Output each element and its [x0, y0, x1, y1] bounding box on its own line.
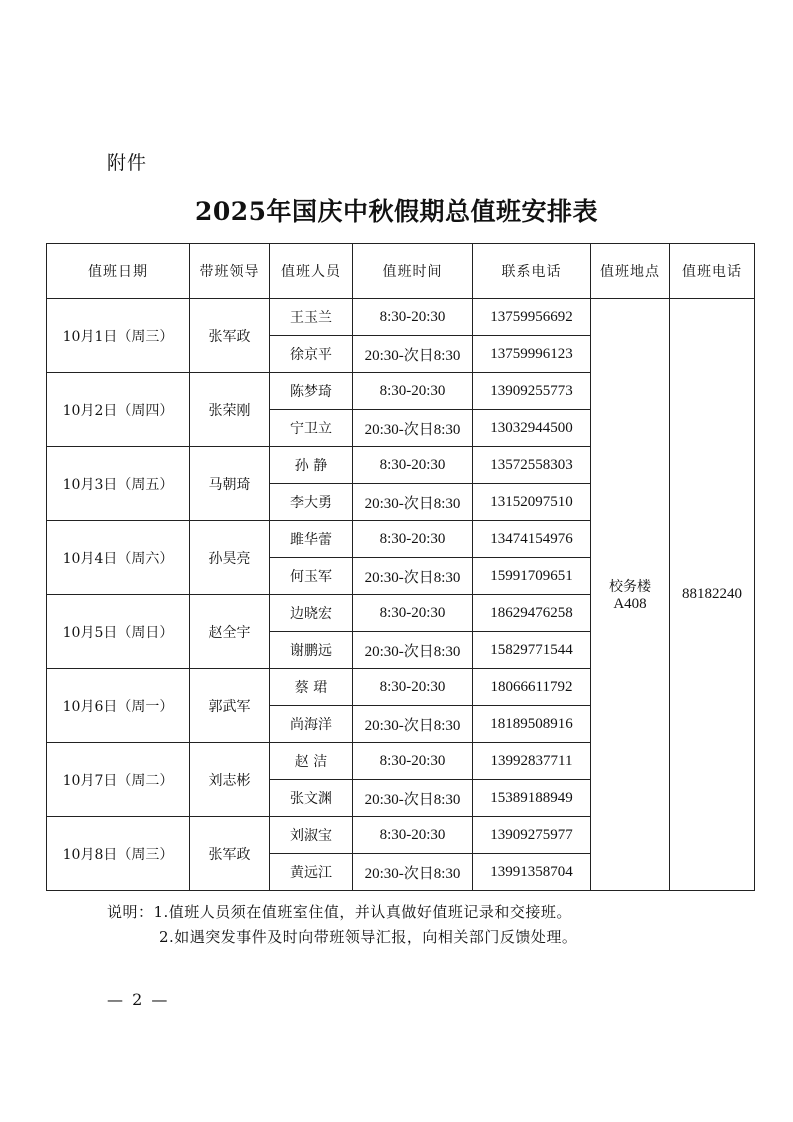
staff-cell: 边晓宏: [270, 595, 353, 632]
date-cell: 10月6日（周一）: [47, 669, 190, 743]
header-date: 值班日期: [47, 244, 190, 299]
time-cell: 8:30-20:30: [353, 521, 473, 558]
staff-cell: 徐京平: [270, 336, 353, 373]
header-time: 值班时间: [353, 244, 473, 299]
phone-cell: 18189508916: [473, 706, 591, 743]
header-leader: 带班领导: [190, 244, 270, 299]
phone-cell: 13572558303: [473, 447, 591, 484]
staff-cell: 尚海洋: [270, 706, 353, 743]
time-cell: 20:30-次日8:30: [353, 336, 473, 373]
date-cell: 10月3日（周五）: [47, 447, 190, 521]
phone-cell: 15389188949: [473, 780, 591, 817]
leader-cell: 马朝琦: [190, 447, 270, 521]
leader-cell: 赵全宇: [190, 595, 270, 669]
staff-cell: 雎华蕾: [270, 521, 353, 558]
staff-cell: 赵 洁: [270, 743, 353, 780]
table-header-row: [47, 244, 755, 299]
leader-cell: 郭武军: [190, 669, 270, 743]
duty-phone-cell: 88182240: [670, 299, 755, 891]
leader-cell: 张军政: [190, 817, 270, 891]
date-cell: 10月5日（周日）: [47, 595, 190, 669]
header-duty-phone: 值班电话: [670, 244, 755, 299]
time-cell: 8:30-20:30: [353, 743, 473, 780]
staff-cell: 何玉军: [270, 558, 353, 595]
phone-cell: 13992837711: [473, 743, 591, 780]
page-number: — 2 —: [107, 990, 170, 1009]
location-room: A408: [613, 596, 647, 612]
location-building: 校务楼: [609, 579, 651, 595]
staff-cell: 谢鹏远: [270, 632, 353, 669]
time-cell: 8:30-20:30: [353, 595, 473, 632]
date-cell: 10月8日（周三）: [47, 817, 190, 891]
note-line-2: 2.如遇突发事件及时向带班领导汇报，向相关部门反馈处理。: [159, 928, 578, 946]
phone-cell: 18629476258: [473, 595, 591, 632]
leader-cell: 刘志彬: [190, 743, 270, 817]
staff-cell: 刘淑宝: [270, 817, 353, 854]
header-phone: 联系电话: [473, 244, 591, 299]
location-cell: [591, 299, 670, 891]
staff-cell: 李大勇: [270, 484, 353, 521]
time-cell: 8:30-20:30: [353, 669, 473, 706]
phone-cell: 13474154976: [473, 521, 591, 558]
time-cell: 20:30-次日8:30: [353, 854, 473, 891]
date-cell: 10月7日（周二）: [47, 743, 190, 817]
time-cell: 20:30-次日8:30: [353, 484, 473, 521]
notes-block: [107, 900, 577, 950]
time-cell: 20:30-次日8:30: [353, 780, 473, 817]
staff-cell: 陈梦琦: [270, 373, 353, 410]
time-cell: 20:30-次日8:30: [353, 632, 473, 669]
phone-cell: 13759996123: [473, 336, 591, 373]
phone-cell: 13909255773: [473, 373, 591, 410]
staff-cell: 宁卫立: [270, 410, 353, 447]
table-row: [47, 299, 755, 336]
staff-cell: 王玉兰: [270, 299, 353, 336]
staff-cell: 蔡 珺: [270, 669, 353, 706]
duty-schedule-table: [46, 243, 755, 891]
phone-cell: 13759956692: [473, 299, 591, 336]
phone-cell: 15991709651: [473, 558, 591, 595]
leader-cell: 张荣刚: [190, 373, 270, 447]
attachment-label: 附件: [107, 152, 148, 174]
note-line-1: 说明：1.值班人员须在值班室住值，并认真做好值班记录和交接班。: [107, 903, 572, 921]
page-title: 2025年国庆中秋假期总值班安排表: [194, 197, 599, 226]
phone-cell: 18066611792: [473, 669, 591, 706]
leader-cell: 孙昊亮: [190, 521, 270, 595]
staff-cell: 黄远江: [270, 854, 353, 891]
header-location: 值班地点: [591, 244, 670, 299]
phone-cell: 15829771544: [473, 632, 591, 669]
phone-cell: 13991358704: [473, 854, 591, 891]
phone-cell: 13032944500: [473, 410, 591, 447]
staff-cell: 孙 静: [270, 447, 353, 484]
date-cell: 10月4日（周六）: [47, 521, 190, 595]
phone-cell: 13909275977: [473, 817, 591, 854]
time-cell: 8:30-20:30: [353, 299, 473, 336]
time-cell: 20:30-次日8:30: [353, 706, 473, 743]
phone-cell: 13152097510: [473, 484, 591, 521]
time-cell: 8:30-20:30: [353, 447, 473, 484]
header-staff: 值班人员: [270, 244, 353, 299]
time-cell: 8:30-20:30: [353, 817, 473, 854]
date-cell: 10月2日（周四）: [47, 373, 190, 447]
date-cell: 10月1日（周三）: [47, 299, 190, 373]
staff-cell: 张文渊: [270, 780, 353, 817]
time-cell: 20:30-次日8:30: [353, 558, 473, 595]
time-cell: 20:30-次日8:30: [353, 410, 473, 447]
time-cell: 8:30-20:30: [353, 373, 473, 410]
leader-cell: 张军政: [190, 299, 270, 373]
